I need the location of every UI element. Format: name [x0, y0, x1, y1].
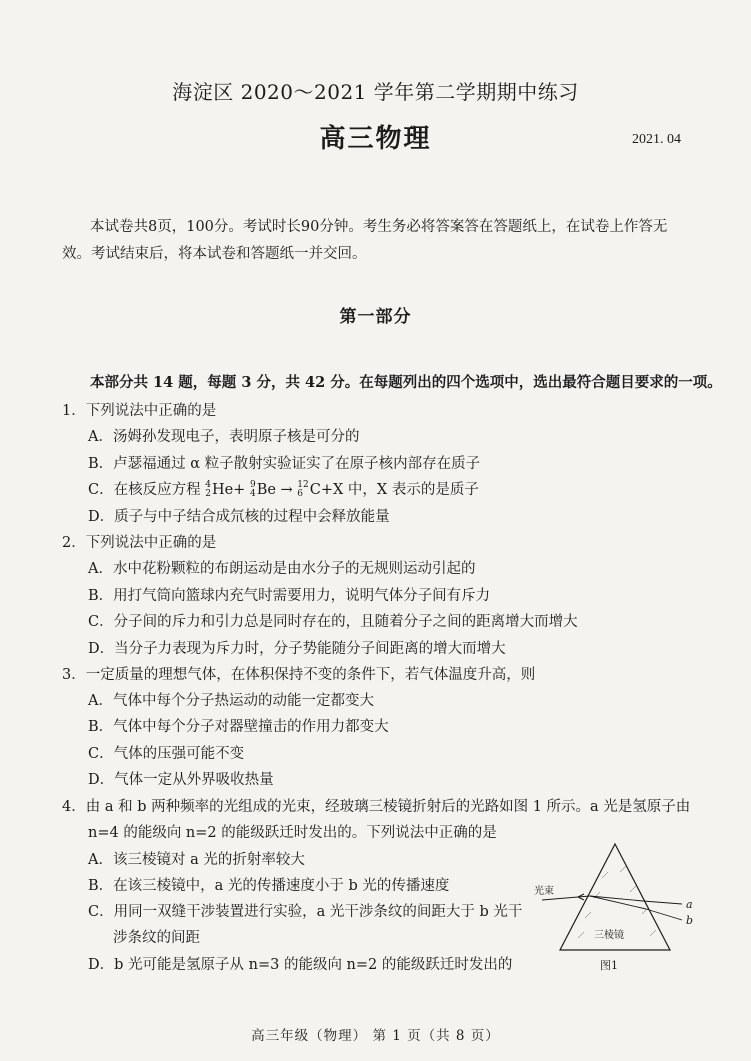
instructions: 本试卷共8页，100分。考试时长90分钟。考生务必将答案答在答题纸上，在试卷上作答无效。考试结束后，将本试卷和答题纸一并交回。: [62, 219, 668, 262]
question-4-stem-continued: n=4 的能级向 n=2 的能级跃迁时发出的。下列说法中正确的是: [88, 825, 497, 841]
question-2-option-d: D．当分子力表现为斥力时，分子势能随分子间距离的增大而增大: [88, 641, 506, 657]
be-atomic-number: 4: [249, 489, 256, 499]
ray-a-inside: [590, 896, 643, 901]
beam-label: 光束: [534, 886, 554, 897]
carbon-isotope-numbers: [297, 481, 308, 499]
question-3-option-c: C．气体的压强可能不变: [88, 746, 245, 762]
question-2-option-c: C．分子间的斥力和引力总是同时存在的，且随着分子之间的距离增大而增大: [88, 614, 578, 630]
question-4-option-c: C．用同一双缝干涉装置进行实验，a 光干涉条纹的间距大于 b 光干: [88, 904, 523, 920]
ray-b-inside: [590, 896, 646, 909]
exam-title: 海淀区 2020～2021 学年第二学期期中练习: [172, 80, 579, 104]
c-atomic-number: 6: [297, 489, 304, 499]
question-3-option-d: D．气体一定从外界吸收热量: [88, 772, 274, 788]
part-description: 本部分共 14 题，每题 3 分，共 42 分。在每题列出的四个选项中，选出最符合题目要求的一项。: [90, 374, 722, 391]
question-4-option-b: B．在该三棱镜中，a 光的传播速度小于 b 光的传播速度: [88, 878, 450, 894]
be-mass-number: 9: [249, 480, 256, 490]
question-3-stem: 3．一定质量的理想气体，在体积保持不变的条件下，若气体温度升高，则: [62, 667, 536, 683]
page-footer: 高三年级（物理） 第 1 页（共 8 页）: [251, 1028, 500, 1044]
question-4-stem: 4．由 a 和 b 两种频率的光组成的光束，经玻璃三棱镜折射后的光路如图 1 所示。a 光是氢原子由: [62, 799, 691, 815]
beryllium-isotope-numbers: [250, 481, 256, 499]
part-title: 第一部分: [339, 307, 412, 327]
figure-caption: 图1: [600, 959, 618, 972]
question-2-stem: 2．下列说法中正确的是: [62, 535, 217, 551]
question-4-option-c-continued: 涉条纹的间距: [113, 930, 200, 946]
question-1-option-a: A．汤姆孙发现电子，表明原子核是可分的: [88, 429, 360, 445]
question-1-option-b: B．卢瑟福通过 α 粒子散射实验证实了在原子核内部存在质子: [88, 456, 481, 472]
ray-a-label: a: [686, 898, 693, 911]
question-3-option-a: A．气体中每个分子热运动的动能一定都变大: [88, 693, 374, 709]
ray-b-label: b: [686, 914, 694, 927]
question-1-option-c: [88, 478, 479, 499]
helium-isotope-numbers: [205, 481, 211, 499]
he-atomic-number: 2: [205, 489, 211, 499]
exam-date: 2021. 04: [632, 132, 681, 147]
question-2-option-b: B．用打气筒向篮球内充气时需要用力，说明气体分子间有斥力: [88, 588, 491, 604]
c-mass-number: 12: [297, 480, 309, 490]
prism-label: 三棱镜: [594, 930, 624, 941]
question-1-option-d: D．质子与中子结合成氘核的过程中会释放能量: [88, 509, 390, 525]
be-symbol: Be →: [256, 482, 293, 498]
he-symbol: He+: [211, 482, 246, 498]
question-4-option-a: A．该三棱镜对 a 光的折射率较大: [88, 852, 305, 868]
ray-a-exit: [643, 901, 682, 904]
he-mass-number: 4: [205, 480, 211, 490]
option-c-prefix: C．在核反应方程: [88, 482, 201, 498]
question-3-option-b: B．气体中每个分子对器壁撞击的作用力都变大: [88, 719, 389, 735]
question-4-option-d: D．b 光可能是氢原子从 n=3 的能级向 n=2 的能级跃迁时发出的: [88, 957, 513, 973]
question-1-stem: 1．下列说法中正确的是: [62, 403, 217, 419]
subject-title: 高三物理: [319, 124, 432, 154]
c-symbol-text: C+X 中，X 表示的是质子: [309, 482, 479, 498]
question-2-option-a: A．水中花粉颗粒的布朗运动是由水分子的无规则运动引起的: [88, 561, 476, 577]
